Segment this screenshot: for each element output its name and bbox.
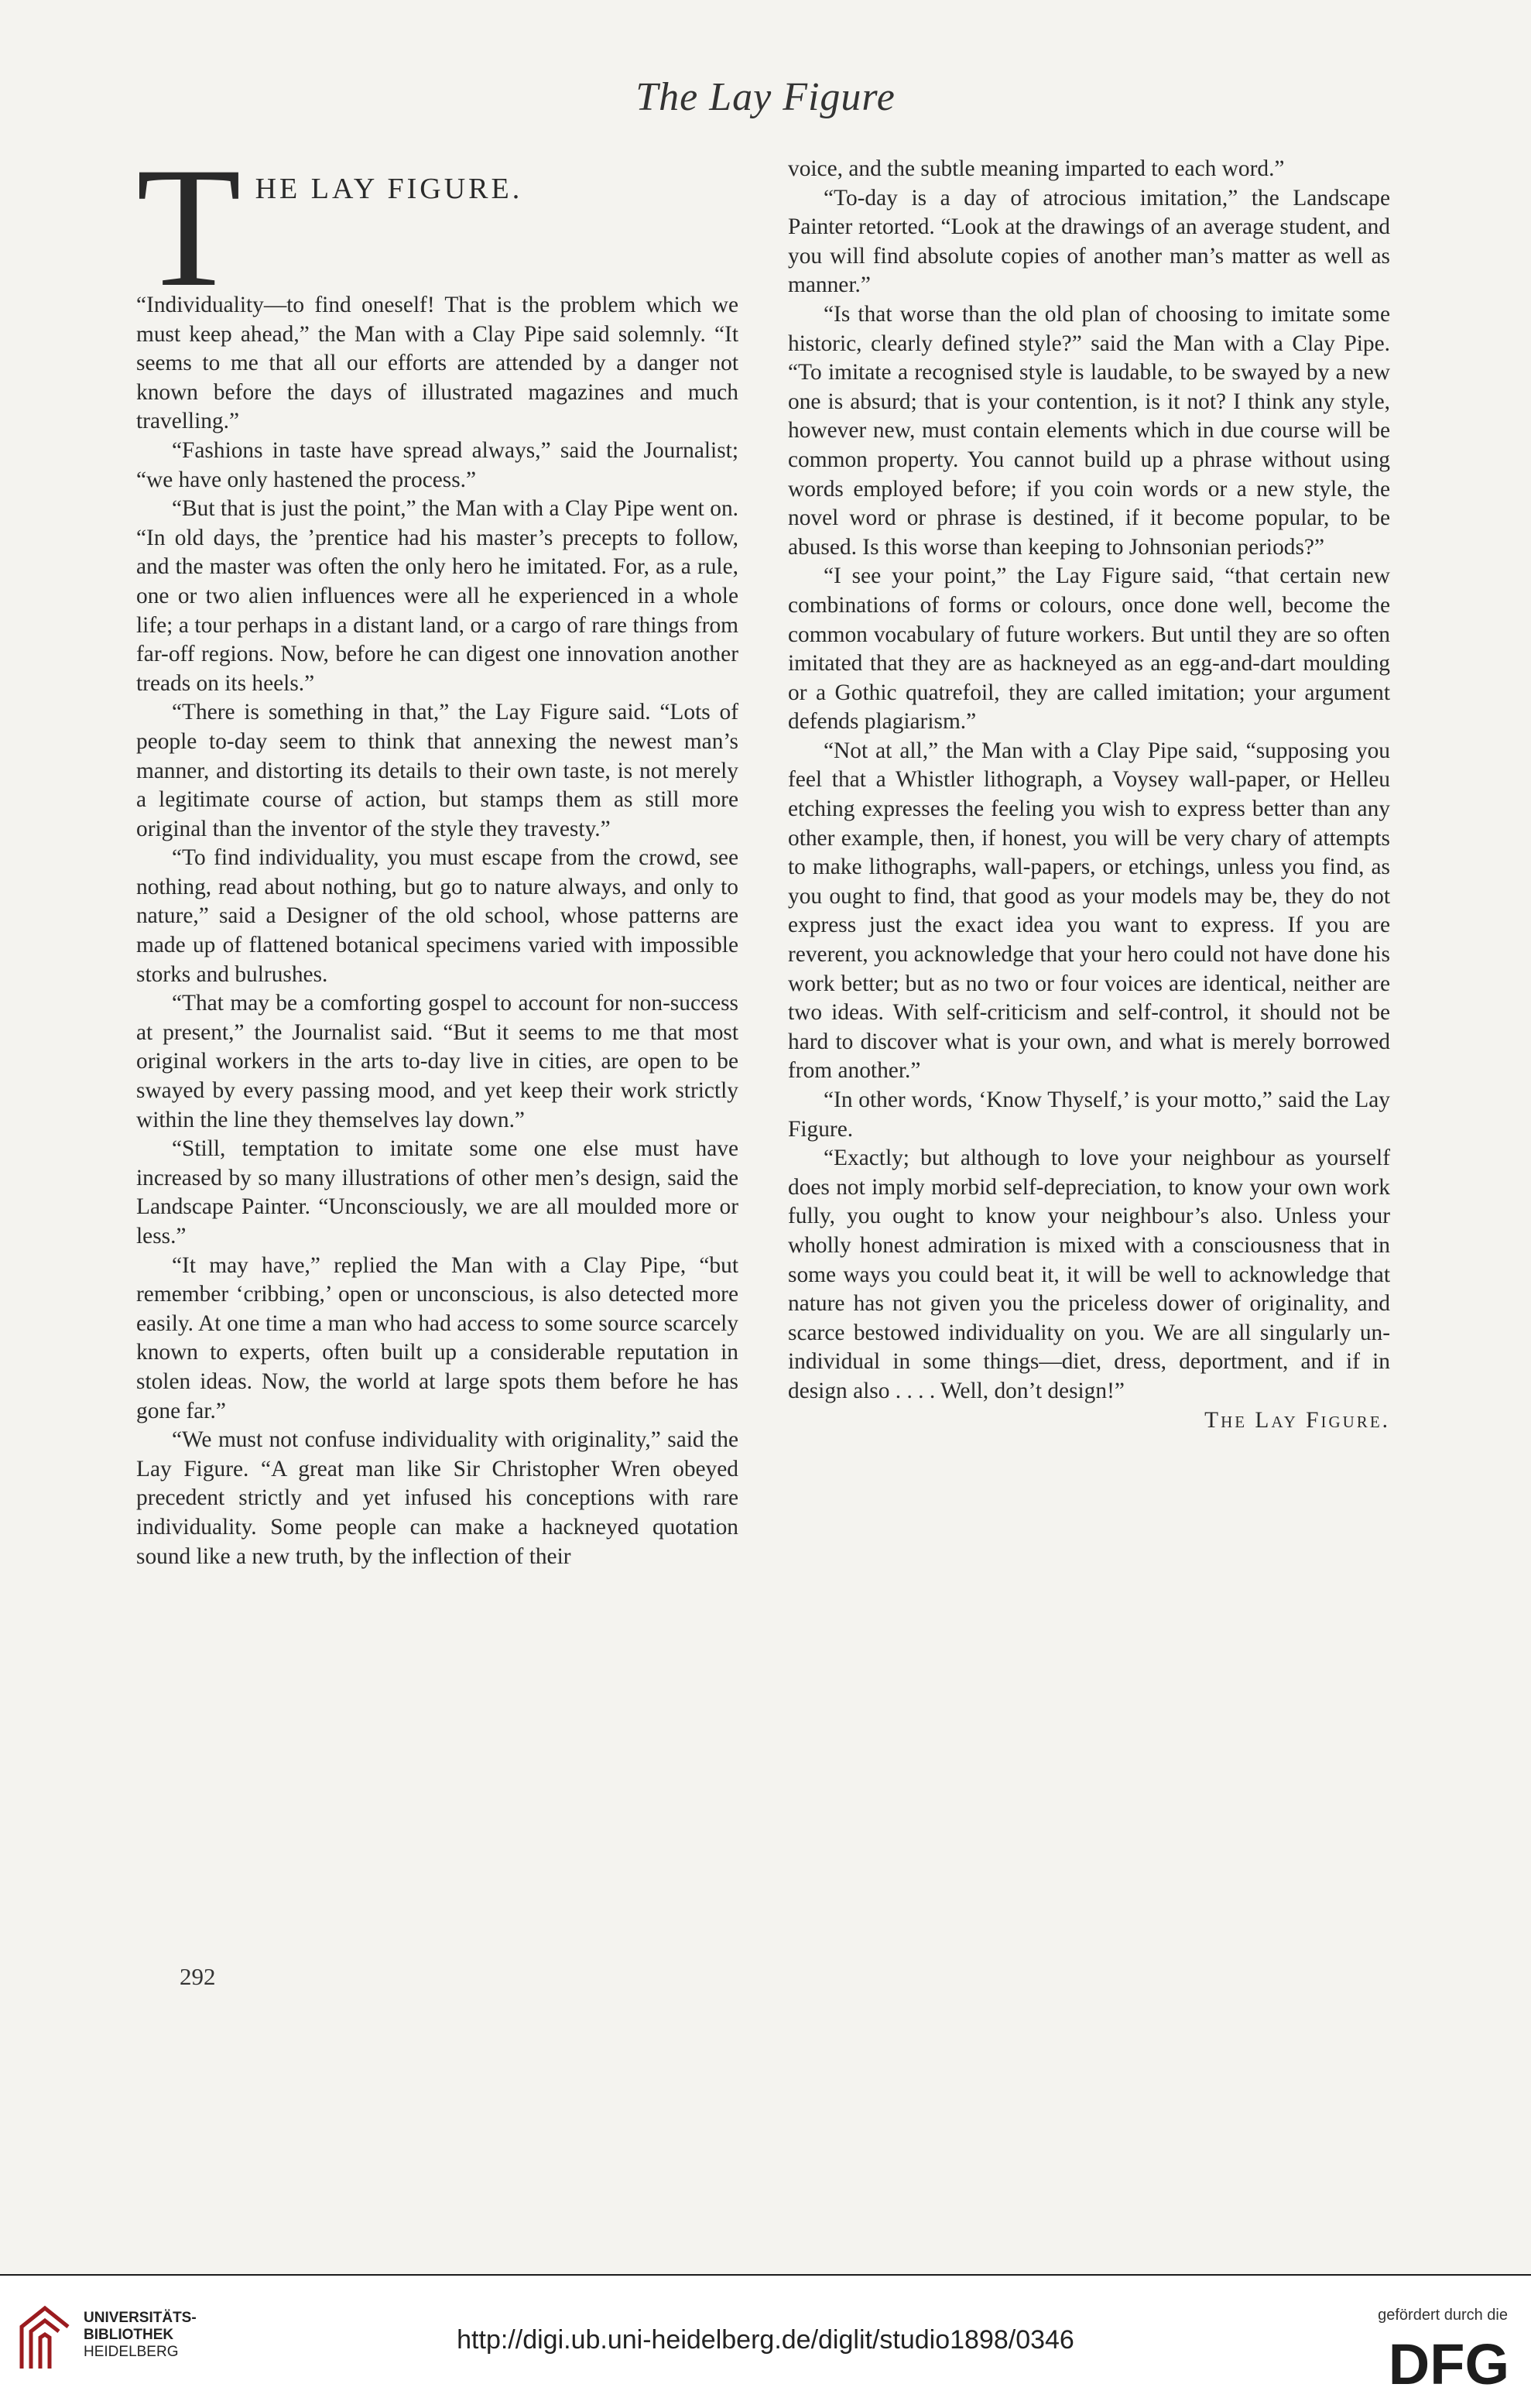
paragraph: “Still, temptation to imitate some one else must have increased by so many illustrations of other men’s design, said the Landscape Painter. “Unconsciously, we are all moulded more or less.” — [136, 1136, 738, 1249]
page-number: 292 — [180, 1963, 216, 1990]
paragraph: “But that is just the point,” the Man with a Clay Pipe went on. “In old days, the ’prentice had his master’s precepts to follow, and the master was often the only hero he imitated. For, as a rule, one or two alien influences were all he experienced in a whole life; a tour perhaps in a distant land, or a cargo of rare things from far-off regions. Now, before he can digest one innovation another treads on its heels.” — [136, 496, 738, 696]
article-title: HE LAY FIGURE. — [255, 173, 523, 205]
paragraph: “That may be a comforting gospel to account for non-success at present,” the Journalist said. “But it seems to me that most original workers in the arts to-day live in cities, are open to be swayed by every passing mood, and yet keep their work strictly within the line they themselves lay down.” — [136, 991, 738, 1132]
footer-bar — [0, 2274, 1531, 2408]
paragraph: “It may have,” replied the Man with a Clay Pipe, “but remember ‘cribbing,’ open or unconscious, is also detected more easily. At one time a man who had access to some source scarcely known to experts, often built up a considerable reputation in stolen ideas. Now, the world at large spots them before he has gone far.” — [136, 1252, 738, 1423]
dfg-logo-text: DFG — [1388, 2334, 1509, 2389]
paragraph: “To find individuality, you must escape from the crowd, see nothing, read about nothing, but go to nature always, and only to nature,” said a Designer of the old school, whose patterns are made up of flattened botanical specimens varied with impossible storks and bulrushes. — [136, 845, 738, 987]
paragraph: “Fashions in taste have spread always,” said the Journalist; “we have only hastened the process.” — [136, 437, 738, 492]
funded-by-text: gefördert durch die — [1378, 2307, 1508, 2324]
drop-cap: T — [136, 132, 241, 323]
article-signature: The Lay Figure. — [1204, 1407, 1390, 1433]
paragraph: “We must not confuse individuality with originality,” said the Lay Figure. “A great man like Sir Christopher Wren obeyed precedent strictly and yet infused his conceptions with rare individuality. Some people can make a hackneyed quotation sound like a new truth, by the inflection of their — [136, 1427, 738, 1569]
dfg-logo-icon — [1356, 2334, 1511, 2389]
paragraph-continuation: voice, and the subtle meaning imparted to each word.” — [788, 156, 1285, 181]
left-column — [136, 132, 738, 1571]
paragraph: “I see your point,” the Lay Figure said, “that certain new combinations of forms or colours, once done well, become the common vocabulary of future workers. But until they are so often imitated that they are as hackneyed as an egg-and-dart moulding or a Gothic quatrefoil, they are called imitation; your argument defends plagiarism.” — [788, 563, 1390, 735]
library-name: UNIVERSITÄTS- BIBLIOTHEK HEIDELBERG — [84, 2310, 197, 2360]
paragraph: “To-day is a day of atrocious imitation,” the Landscape Painter retorted. “Look at the drawings of an average student, and you will find absolute copies of another man’s matter as well as manner.” — [788, 185, 1390, 298]
source-url-link[interactable]: http://digi.ub.uni-heidelberg.de/diglit/studio1898/0346 — [457, 2325, 1074, 2355]
article-headline — [136, 132, 738, 323]
paragraph: “Not at all,” the Man with a Clay Pipe said, “supposing you feel that a Whistler lithograph, a Voysey wall-paper, or Helleu etching expresses the feeling you wish to express better than any other example, then, if honest, you will be very chary of attempts to make lithographs, wall-papers, or etchings, unless you find, as you ought to find, that good as your models may be, they do not express just the exact idea you want to express. If you are reverent, you acknowledge that your hero could not have done his work better; but as no two or four voices are identical, neither are two ideas. With self-criticism and self-control, it should not be hard to discover what is your own, and what is merely borrowed from another.” — [788, 738, 1390, 1084]
paragraph: “Exactly; but although to love your neighbour as yourself does not imply morbid self-depreciation, to know your own work fully, you ought to know your neighbour’s also. Unless your wholly honest admiration is mixed with a consciousness that in some ways you could beat it, it will be well to acknowledge that nature has not given you the priceless dower of originality, and scarce bestowed individuality on you. We are all singularly un-individual in some things—diet, dress, deportment, and if in design also . . . . Well, don’t design!” — [788, 1146, 1390, 1403]
running-head: The Lay Figure — [635, 75, 896, 119]
paragraph: “There is something in that,” the Lay Figure said. “Lots of people to-day seem to think that annexing the newest man’s manner, and distorting its details to their own taste, is not merely a legitimate course of action, but stamps them as still more original than the inventor of the style they travesty.” — [136, 700, 738, 841]
paragraph: “Individuality—to find oneself! That is the problem which we must keep ahead,” the Man with a Clay Pipe said solemnly. “It seems to me that all our efforts are attended by a danger not known before the days of illustrated magazines and much travelling.” — [136, 293, 738, 434]
paragraph: “In other words, ‘Know Thyself,’ is your motto,” said the Lay Figure. — [788, 1088, 1390, 1142]
paragraph: “Is that worse than the old plan of choosing to imitate some historic, clearly defined style?” said the Man with a Clay Pipe. “To imitate a recognised style is laudable, to be swayed by a new one is absurd; that is your contention, is it not? I think any style, however new, must contain elements which in due course will be common property. You cannot build up a phrase without using words employed before; if you coin words or a new style, the novel word or phrase is destined, if it become popular, to be abused. Is this worse than keeping to Johnsonian periods?” — [788, 301, 1390, 560]
right-column — [788, 155, 1390, 1435]
